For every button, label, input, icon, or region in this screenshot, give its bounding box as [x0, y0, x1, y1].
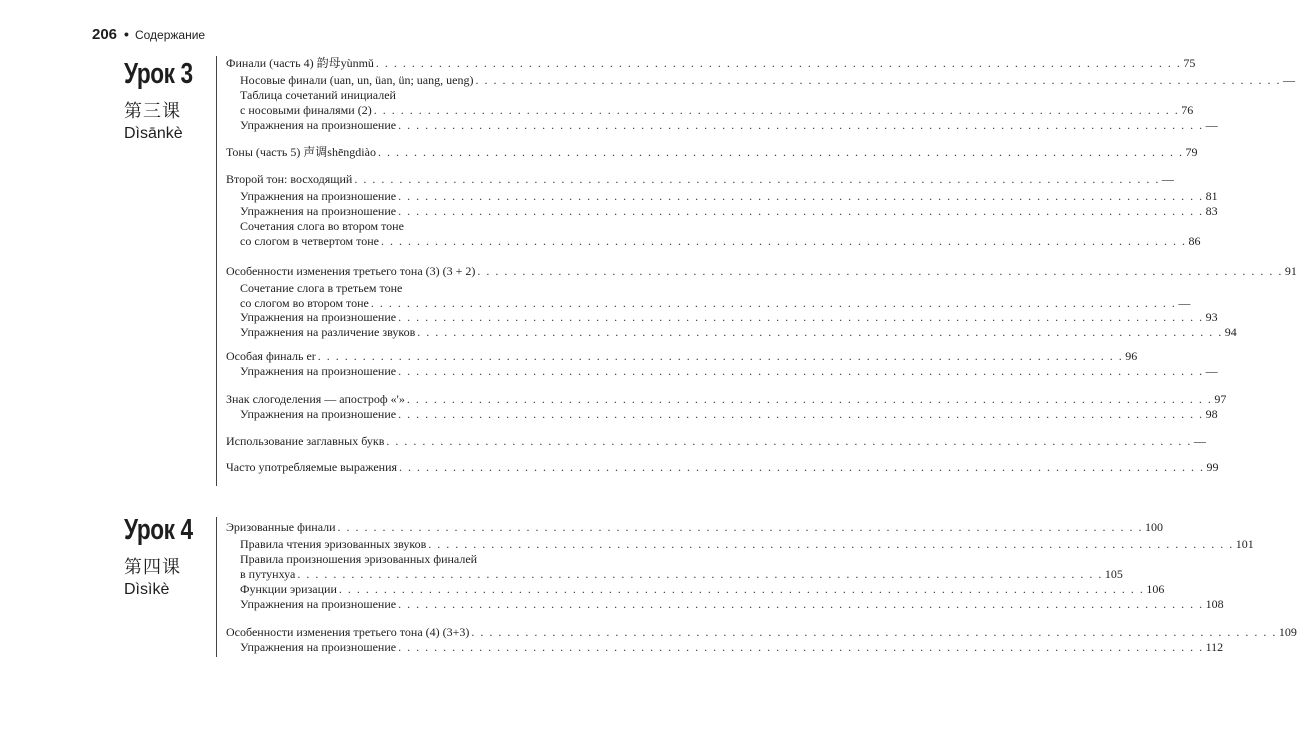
- toc-entry-title: Второй тон: восходящий: [226, 172, 353, 186]
- toc-page-number: —: [1205, 118, 1218, 132]
- toc-entry[interactable]: [240, 219, 1201, 249]
- toc-entry[interactable]: [226, 172, 1174, 187]
- header-separator: •: [124, 26, 129, 42]
- lesson-4-divider: [216, 517, 217, 657]
- dot-leader: . . . . . . . . . . . . . . . . . . . . . . . . . . . . . . . . . . . . . . . . . . . . . . . . . . . . . . . . . . . . . . . . . . . . . . . . . . . . . . . . . . . . . . . . . .: [471, 625, 1277, 639]
- toc-entry-title: Упражнения на произношение: [240, 640, 397, 654]
- toc-page-number: —: [1178, 296, 1191, 310]
- toc-entry-title: Использование заглавных букв: [226, 434, 385, 448]
- toc-entry[interactable]: [240, 325, 1237, 340]
- toc-page-number: 100: [1145, 520, 1164, 534]
- toc-entry-title-line: Правила произношения эризованных финалей: [240, 552, 478, 566]
- toc-page-number: —: [1161, 172, 1174, 186]
- toc-entry-title: Носовые финали (uan, un, üan, ün; uang, ueng): [240, 73, 474, 87]
- toc-entry[interactable]: [240, 537, 1254, 552]
- toc-entry-title: Упражнения на произношение: [240, 310, 397, 324]
- toc-entry-title: Особенности изменения третьего тона (4) (3+3): [226, 625, 470, 639]
- lesson-chinese: 第四课: [124, 557, 181, 578]
- toc-entry-title: с носовыми финалями (2): [240, 103, 372, 117]
- dot-leader: . . . . . . . . . . . . . . . . . . . . . . . . . . . . . . . . . . . . . . . . . . . . . . . . . . . . . . . . . . . . . . . . . . . . . . . . . . . . . . . . . . . . . . . . . .: [428, 537, 1234, 551]
- toc-page-number: 93: [1205, 310, 1218, 324]
- toc-entry[interactable]: [226, 392, 1227, 407]
- toc-entry-title: Упражнения на произношение: [240, 204, 397, 218]
- toc-page-number: 86: [1188, 234, 1201, 248]
- toc-entry[interactable]: [240, 189, 1218, 204]
- dot-leader: . . . . . . . . . . . . . . . . . . . . . . . . . . . . . . . . . . . . . . . . . . . . . . . . . . . . . . . . . . . . . . . . . . . . . . . . . . . . . . . . . . . . . . . . . .: [380, 234, 1187, 248]
- toc-entry-title: Упражнения на произношение: [240, 597, 397, 611]
- dot-leader: . . . . . . . . . . . . . . . . . . . . . . . . . . . . . . . . . . . . . . . . . . . . . . . . . . . . . . . . . . . . . . . . . . . . . . . . . . . . . . . . . . . . . . . . . .: [375, 56, 1182, 70]
- dot-leader: . . . . . . . . . . . . . . . . . . . . . . . . . . . . . . . . . . . . . . . . . . . . . . . . . . . . . . . . . . . . . . . . . . . . . . . . . . . . . . . . . . . . . . . . . .: [398, 364, 1204, 378]
- lesson-pinyin: Dìsānkè: [124, 125, 183, 142]
- toc-entry-title: в путунхуа: [240, 567, 296, 581]
- toc-entry-title: Упражнения на произношение: [240, 407, 397, 421]
- dot-leader: . . . . . . . . . . . . . . . . . . . . . . . . . . . . . . . . . . . . . . . . . . . . . . . . . . . . . . . . . . . . . . . . . . . . . . . . . . . . . . . . . . . . . . . . . .: [406, 392, 1213, 406]
- toc-page-number: —: [1205, 364, 1218, 378]
- dot-leader: . . . . . . . . . . . . . . . . . . . . . . . . . . . . . . . . . . . . . . . . . . . . . . . . . . . . . . . . . . . . . . . . . . . . . . . . . . . . . . . . . . . . . . . . . .: [386, 434, 1192, 448]
- toc-entry[interactable]: [226, 145, 1198, 160]
- lesson-title: Урок 3: [124, 58, 193, 90]
- toc-page-number: 97: [1214, 392, 1227, 406]
- dot-leader: . . . . . . . . . . . . . . . . . . . . . . . . . . . . . . . . . . . . . . . . . . . . . . . . . . . . . . . . . . . . . . . . . . . . . . . . . . . . . . . . . . . . . . . . . .: [398, 189, 1204, 203]
- toc-entry[interactable]: [226, 349, 1138, 364]
- dot-leader: . . . . . . . . . . . . . . . . . . . . . . . . . . . . . . . . . . . . . . . . . . . . . . . . . . . . . . . . . . . . . . . . . . . . . . . . . . . . . . . . . . . . . . . . . .: [399, 460, 1205, 474]
- toc-entry[interactable]: [240, 582, 1165, 597]
- toc-page-number: 75: [1183, 56, 1196, 70]
- toc-entry[interactable]: [226, 434, 1206, 449]
- toc-entry[interactable]: [240, 204, 1218, 219]
- toc-entry-title: со слогом в четвертом тоне: [240, 234, 379, 248]
- page-number: 206: [92, 26, 118, 43]
- toc-page-number: 101: [1235, 537, 1254, 551]
- dot-leader: . . . . . . . . . . . . . . . . . . . . . . . . . . . . . . . . . . . . . . . . . . . . . . . . . . . . . . . . . . . . . . . . . . . . . . . . . . . . . . . . . . . . . . . . . .: [398, 310, 1204, 324]
- toc-entry-title: Особенности изменения третьего тона (3) (3 + 2): [226, 264, 476, 278]
- dot-leader: . . . . . . . . . . . . . . . . . . . . . . . . . . . . . . . . . . . . . . . . . . . . . . . . . . . . . . . . . . . . . . . . . . . . . . . . . . . . . . . . . . . . . . . . . .: [370, 296, 1177, 310]
- toc-entry-title: Упражнения на произношение: [240, 118, 397, 132]
- toc-entry[interactable]: [226, 625, 1297, 640]
- toc-page-number: 91: [1284, 264, 1297, 278]
- toc-page-number: 109: [1278, 625, 1297, 639]
- toc-entry[interactable]: [240, 118, 1218, 133]
- toc-entry-title: Упражнения на произношение: [240, 364, 397, 378]
- toc-entry[interactable]: [240, 73, 1295, 88]
- toc-entry[interactable]: [240, 552, 1123, 582]
- toc-page-number: —: [1282, 73, 1295, 87]
- toc-page-number: —: [1193, 434, 1206, 448]
- lesson-3-heading: [124, 58, 212, 143]
- dot-leader: . . . . . . . . . . . . . . . . . . . . . . . . . . . . . . . . . . . . . . . . . . . . . . . . . . . . . . . . . . . . . . . . . . . . . . . . . . . . . . . . . . . . . . . . . .: [475, 73, 1281, 87]
- toc-entry-title: Правила чтения эризованных звуков: [240, 537, 427, 551]
- toc-entry-title: Финали (часть 4) 韵母yùnmǔ: [226, 56, 374, 70]
- toc-page-number: 76: [1181, 103, 1194, 117]
- toc-entry[interactable]: [240, 597, 1224, 612]
- dot-leader: . . . . . . . . . . . . . . . . . . . . . . . . . . . . . . . . . . . . . . . . . . . . . . . . . . . . . . . . . . . . . . . . . . . . . . . . . . . . . . . . . . . . . . . . . .: [398, 640, 1204, 654]
- dot-leader: . . . . . . . . . . . . . . . . . . . . . . . . . . . . . . . . . . . . . . . . . . . . . . . . . . . . . . . . . . . . . . . . . . . . . . . . . . . . . . . . . . . . . . . . . .: [398, 204, 1204, 218]
- toc-entry-title-line: Сочетания слога во втором тоне: [240, 219, 404, 233]
- dot-leader: . . . . . . . . . . . . . . . . . . . . . . . . . . . . . . . . . . . . . . . . . . . . . . . . . . . . . . . . . . . . . . . . . . . . . . . . . . . . . . . . . . . . . . . . . .: [398, 407, 1204, 421]
- toc-page-number: 94: [1224, 325, 1237, 339]
- lesson-title: Урок 4: [124, 514, 193, 546]
- toc-entry-title: Знак слогоделения — апостроф «'»: [226, 392, 405, 406]
- dot-leader: . . . . . . . . . . . . . . . . . . . . . . . . . . . . . . . . . . . . . . . . . . . . . . . . . . . . . . . . . . . . . . . . . . . . . . . . . . . . . . . . . . . . . . . . . .: [417, 325, 1223, 339]
- toc-page-number: 81: [1205, 189, 1218, 203]
- toc-entry-title: Эризованные финали: [226, 520, 336, 534]
- dot-leader: . . . . . . . . . . . . . . . . . . . . . . . . . . . . . . . . . . . . . . . . . . . . . . . . . . . . . . . . . . . . . . . . . . . . . . . . . . . . . . . . . . . . . . . . . .: [354, 172, 1160, 186]
- dot-leader: . . . . . . . . . . . . . . . . . . . . . . . . . . . . . . . . . . . . . . . . . . . . . . . . . . . . . . . . . . . . . . . . . . . . . . . . . . . . . . . . . . . . . . . . . .: [337, 520, 1144, 534]
- dot-leader: . . . . . . . . . . . . . . . . . . . . . . . . . . . . . . . . . . . . . . . . . . . . . . . . . . . . . . . . . . . . . . . . . . . . . . . . . . . . . . . . . . . . . . . . . .: [373, 103, 1180, 117]
- toc-entry-title: со слогом во втором тоне: [240, 296, 369, 310]
- toc-entry-title-line: Таблица сочетаний инициалей: [240, 88, 396, 102]
- dot-leader: . . . . . . . . . . . . . . . . . . . . . . . . . . . . . . . . . . . . . . . . . . . . . . . . . . . . . . . . . . . . . . . . . . . . . . . . . . . . . . . . . . . . . . . . . .: [477, 264, 1283, 278]
- dot-leader: . . . . . . . . . . . . . . . . . . . . . . . . . . . . . . . . . . . . . . . . . . . . . . . . . . . . . . . . . . . . . . . . . . . . . . . . . . . . . . . . . . . . . . . . . .: [297, 567, 1103, 581]
- toc-entry[interactable]: [226, 460, 1219, 475]
- dot-leader: . . . . . . . . . . . . . . . . . . . . . . . . . . . . . . . . . . . . . . . . . . . . . . . . . . . . . . . . . . . . . . . . . . . . . . . . . . . . . . . . . . . . . . . . . .: [398, 597, 1204, 611]
- toc-entry[interactable]: [240, 640, 1224, 655]
- lesson-chinese: 第三课: [124, 101, 181, 122]
- toc-page-number: 112: [1205, 640, 1224, 654]
- toc-entry[interactable]: [226, 264, 1297, 279]
- toc-entry[interactable]: [240, 88, 1194, 118]
- toc-entry[interactable]: [240, 407, 1218, 422]
- lesson-4-heading: [124, 514, 212, 599]
- toc-entry-title-line: Сочетание слога в третьем тоне: [240, 281, 403, 295]
- dot-leader: . . . . . . . . . . . . . . . . . . . . . . . . . . . . . . . . . . . . . . . . . . . . . . . . . . . . . . . . . . . . . . . . . . . . . . . . . . . . . . . . . . . . . . . . . .: [338, 582, 1145, 596]
- toc-page-number: 83: [1205, 204, 1218, 218]
- toc-page-number: 106: [1146, 582, 1165, 596]
- toc-entry-title: Функции эризации: [240, 582, 337, 596]
- section-title: Содержание: [134, 28, 206, 42]
- toc-entry[interactable]: [240, 364, 1218, 379]
- toc-page-number: 99: [1206, 460, 1219, 474]
- dot-leader: . . . . . . . . . . . . . . . . . . . . . . . . . . . . . . . . . . . . . . . . . . . . . . . . . . . . . . . . . . . . . . . . . . . . . . . . . . . . . . . . . . . . . . . . . .: [398, 118, 1204, 132]
- running-header: [92, 26, 205, 44]
- toc-page-number: 98: [1205, 407, 1218, 421]
- lesson-3-divider: [216, 56, 217, 486]
- toc-entry-title: Тоны (часть 5) 声调shēngdiào: [226, 145, 376, 159]
- toc-page-number: 105: [1104, 567, 1123, 581]
- toc-page-number: 79: [1185, 145, 1198, 159]
- toc-entry-title: Часто употребляемые выражения: [226, 460, 398, 474]
- dot-leader: . . . . . . . . . . . . . . . . . . . . . . . . . . . . . . . . . . . . . . . . . . . . . . . . . . . . . . . . . . . . . . . . . . . . . . . . . . . . . . . . . . . . . . . . . .: [317, 349, 1124, 363]
- toc-entry[interactable]: [240, 310, 1218, 325]
- toc-page-number: 96: [1125, 349, 1138, 363]
- toc-entry-title: Особая финаль er: [226, 349, 316, 363]
- toc-page-number: 108: [1205, 597, 1224, 611]
- toc-entry[interactable]: [226, 56, 1196, 71]
- lesson-pinyin: Dìsìkè: [124, 581, 170, 598]
- dot-leader: . . . . . . . . . . . . . . . . . . . . . . . . . . . . . . . . . . . . . . . . . . . . . . . . . . . . . . . . . . . . . . . . . . . . . . . . . . . . . . . . . . . . . . . . . .: [377, 145, 1184, 159]
- toc-entry-title: Упражнения на различение звуков: [240, 325, 416, 339]
- toc-entry[interactable]: [226, 520, 1164, 535]
- toc-entry-title: Упражнения на произношение: [240, 189, 397, 203]
- toc-entry[interactable]: [240, 281, 1191, 311]
